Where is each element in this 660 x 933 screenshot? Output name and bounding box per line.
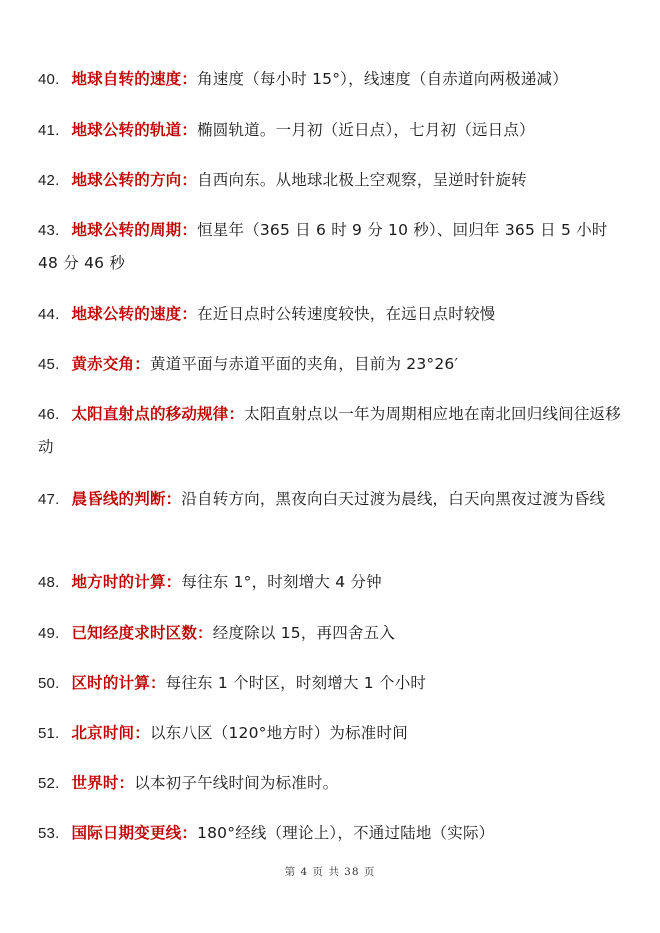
item-term: 地球公转的轨道： xyxy=(71,121,198,139)
list-item-52 xyxy=(38,767,628,800)
item-definition: 以本初子午线时间为标准时。 xyxy=(134,774,339,792)
item-term: 国际日期变更线： xyxy=(71,824,198,842)
item-definition: 自西向东。从地球北极上空观察，呈逆时针旋转 xyxy=(197,171,527,189)
list-item-47 xyxy=(38,483,628,516)
item-number: 50. xyxy=(38,675,60,692)
item-number: 45. xyxy=(38,356,60,373)
list-item-49 xyxy=(38,617,628,650)
list-item-41 xyxy=(38,114,628,147)
item-number: 44. xyxy=(38,306,60,323)
item-term: 太阳直射点的移动规律： xyxy=(71,405,245,423)
item-term: 地球公转的方向： xyxy=(71,171,198,189)
list-item-43 xyxy=(38,214,628,280)
item-term: 地球公转的周期： xyxy=(71,221,198,239)
item-number: 42. xyxy=(38,172,60,189)
item-term: 晨昏线的判断： xyxy=(71,490,182,508)
item-number: 46. xyxy=(38,406,60,423)
item-term: 已知经度求时区数： xyxy=(71,624,213,642)
list-item-40 xyxy=(38,63,628,96)
item-term: 地方时的计算： xyxy=(71,573,182,591)
item-definition: 经度除以 15，再四舍五入 xyxy=(212,624,396,642)
item-number: 47. xyxy=(38,491,60,508)
item-term: 区时的计算： xyxy=(71,674,166,692)
list-item-53 xyxy=(38,817,628,850)
item-number: 52. xyxy=(38,775,60,792)
item-definition: 每往东 1 个时区，时刻增大 1 个小时 xyxy=(165,674,427,692)
list-item-51 xyxy=(38,717,628,750)
list-item-44 xyxy=(38,298,628,331)
item-number: 51. xyxy=(38,725,60,742)
item-number: 53. xyxy=(38,825,60,842)
list-item-45 xyxy=(38,348,628,381)
item-term: 黄赤交角： xyxy=(71,355,150,373)
list-item-42 xyxy=(38,164,628,197)
item-definition: 180°经线（理论上），不通过陆地（实际） xyxy=(197,824,495,842)
item-definition: 黄道平面与赤道平面的夹角，目前为 23°26′ xyxy=(149,355,459,373)
page-footer: 第 4 页 共 38 页 xyxy=(284,866,376,878)
item-term: 地球公转的速度： xyxy=(71,305,198,323)
item-definition: 沿自转方向，黑夜向白天过渡为晨线，白天向黑夜过渡为昏线 xyxy=(181,490,606,508)
item-number: 49. xyxy=(38,625,60,642)
item-definition: 椭圆轨道。一月初（近日点），七月初（远日点） xyxy=(197,121,535,139)
list-item-46 xyxy=(38,398,628,464)
item-number: 41. xyxy=(38,122,60,139)
item-number: 40. xyxy=(38,71,60,88)
item-definition: 太阳直射点以一年为周期相应地在南北回归线间往返移动 xyxy=(38,405,621,456)
item-definition: 每往东 1°，时刻增大 4 分钟 xyxy=(181,573,382,591)
list-item-48 xyxy=(38,566,628,599)
item-definition: 以东八区（120°地方时）为标准时间 xyxy=(149,724,408,742)
list-item-50 xyxy=(38,667,628,700)
item-term: 北京时间： xyxy=(71,724,150,742)
item-definition: 在近日点时公转速度较快，在远日点时较慢 xyxy=(197,305,496,323)
item-term: 世界时： xyxy=(71,774,135,792)
item-term: 地球自转的速度： xyxy=(71,70,198,88)
item-definition: 角速度（每小时 15°），线速度（自赤道向两极递减） xyxy=(197,70,568,88)
item-number: 48. xyxy=(38,574,60,591)
item-definition: 恒星年（365 日 6 时 9 分 10 秒）、回归年 365 日 5 小时 48 分 46 秒 xyxy=(38,221,608,272)
item-number: 43. xyxy=(38,222,60,239)
